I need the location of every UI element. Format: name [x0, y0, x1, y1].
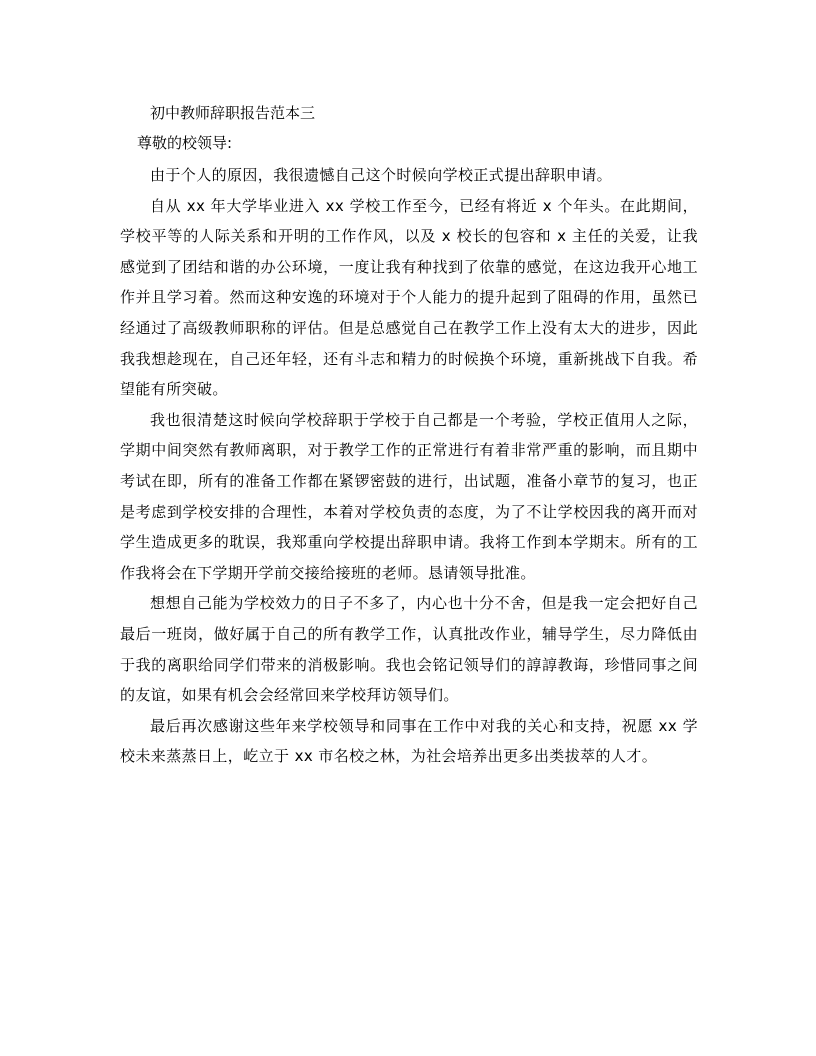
- paragraph-1: 由于个人的原因，我很遗憾自己这个时候向学校正式提出辞职申请。: [150, 166, 613, 184]
- paragraph-3: 我也很清楚这时候向学校辞职于学校于自己都是一个考验，学校正值用人之际，学期中间突然有教师离职，对于教学工作的正常进行有着非常严重的影响，而且期中考试在即，所有的准备工作都在紧锣密鼓的进行，出试题，准备小章节的复习，也正是考虑到学校安排的合理性，本着对学校负责的态度，为了不让学校因我的离开而对学生造成更多的耽误，我郑重向学校提出辞职申请。我将工作到本学期末。所有的工作我将会在下学期开学前交接给接班的老师。恳请领导批准。: [120, 410, 698, 582]
- paragraph-4: 想想自己能为学校效力的日子不多了，内心也十分不舍，但是我一定会把好自己最后一班岗，做好属于自己的所有教学工作，认真批改作业，辅导学生，尽力降低由于我的离职给同学们带来的消极影响。我也会铭记领导们的諄諄教诲，珍惜同事之间的友谊，如果有机会会经常回来学校拜访领导们。: [120, 594, 698, 705]
- paragraph-2: 自从 xx 年大学毕业进入 xx 学校工作至今，已经有将近 x 个年头。在此期间，学校平等的人际关系和开明的工作作风，以及 x 校长的包容和 x 主任的关爱，让我感觉到了团结和谐的办公环境，一度让我有种找到了依靠的感觉，在这边我开心地工作并且学习着。然而这种安逸的环境对于个人能力的提升起到了阻碍的作用，虽然已经通过了高级教师职称的评估。但是总感觉自己在教学工作上没有太大的进步，因此我我想趁现在，自己还年轻，还有斗志和精力的时候换个环境，重新挑战下自我。希望能有所突破。: [120, 196, 698, 399]
- document-body: [120, 160, 698, 772]
- salutation: 尊敬的校领导:: [137, 134, 233, 152]
- paragraph-5: 最后再次感谢这些年来学校领导和同事在工作中对我的关心和支持，祝愿 xx 学校未来蒸蒸日上，屹立于 xx 市名校之林，为社会培养出更多出类拔萃的人才。: [120, 716, 698, 766]
- document-title: 初中教师辞职报告范本三: [150, 104, 316, 122]
